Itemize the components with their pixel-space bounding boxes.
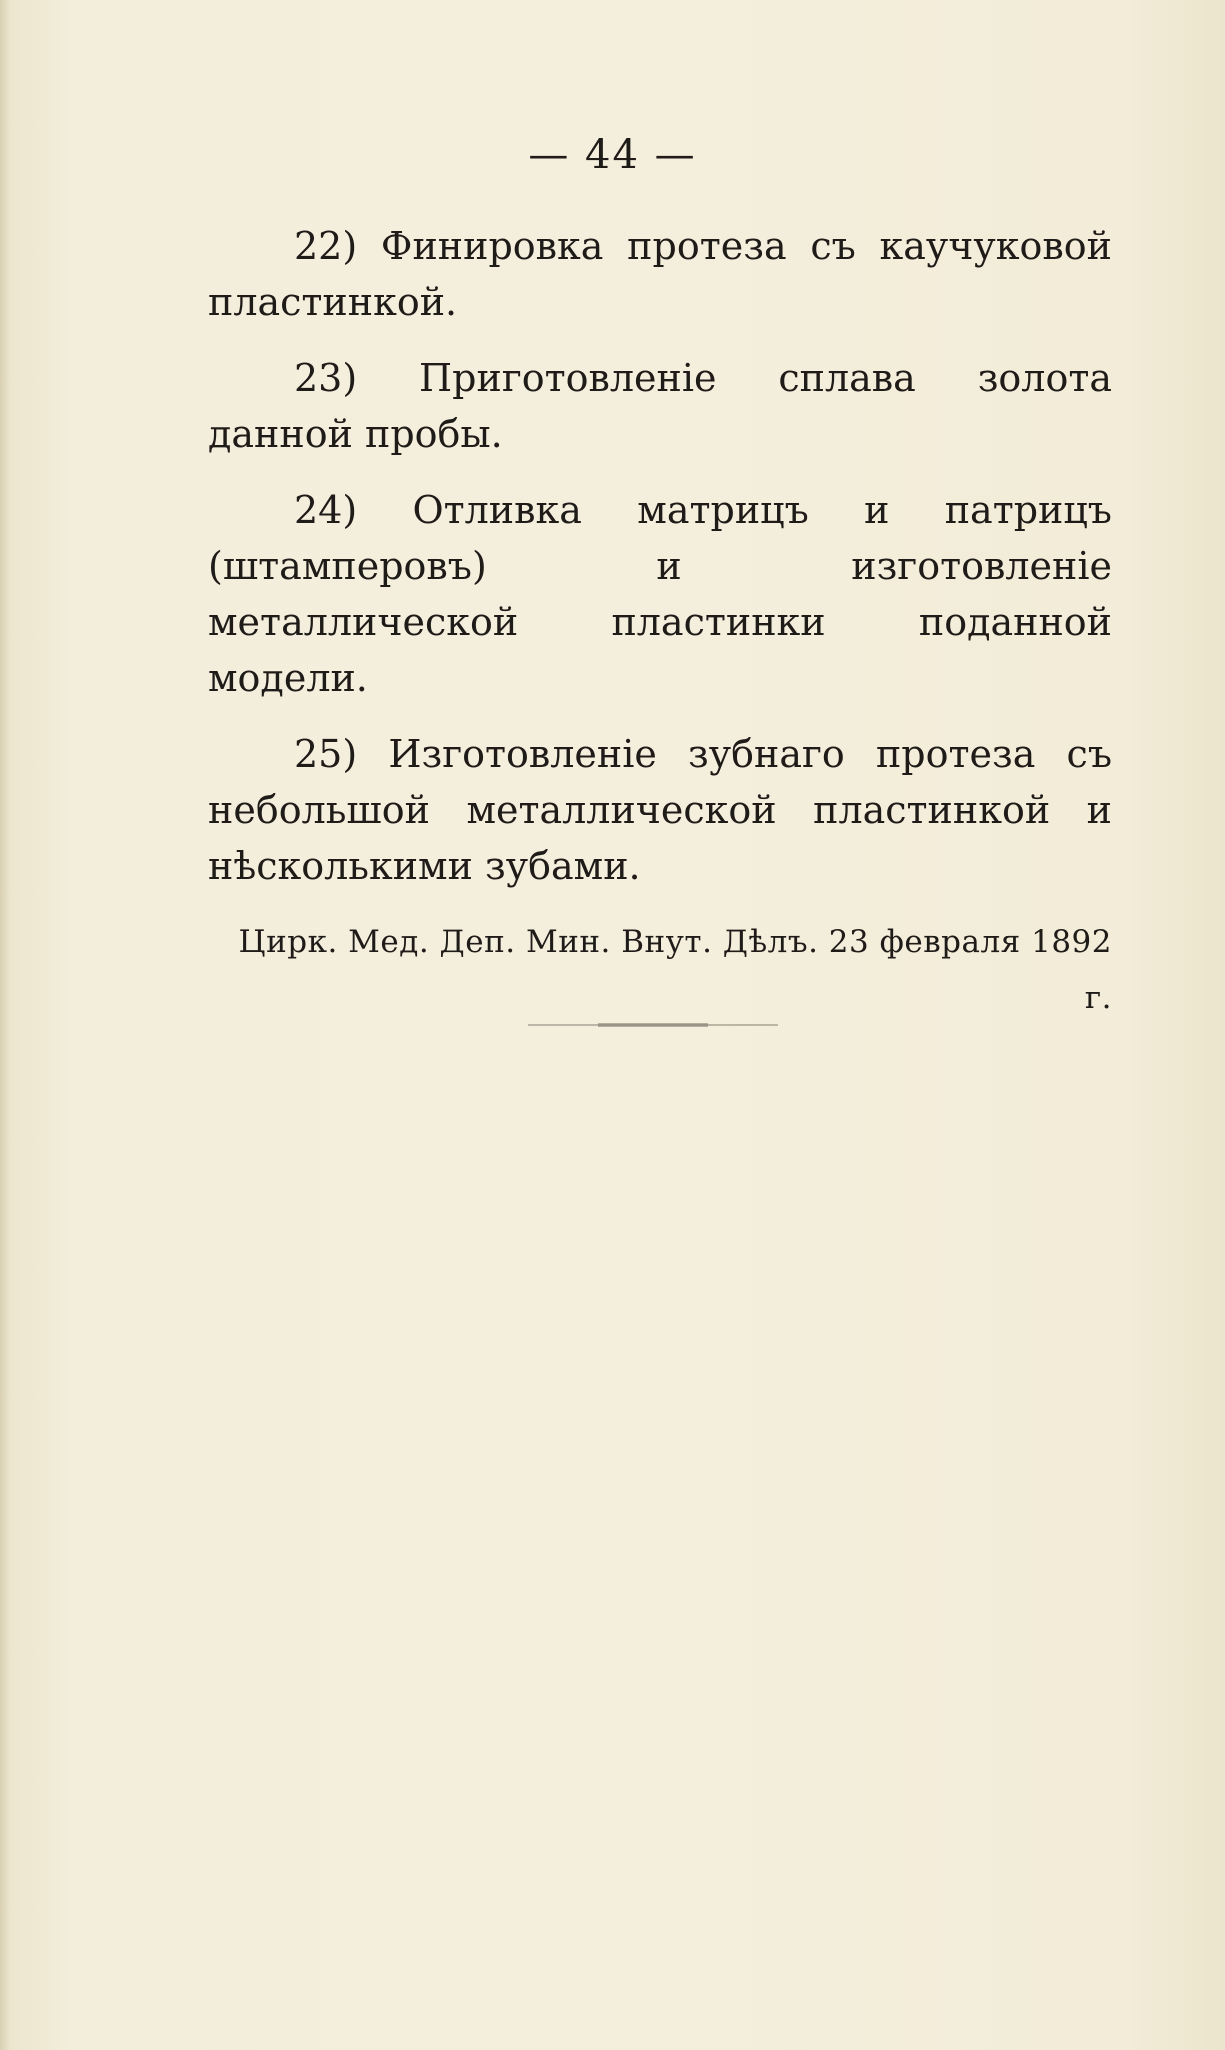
page-edge-shadow [0,0,10,2050]
ornamental-divider [528,1020,778,1030]
paragraph-22: 22) Финировка протеза съ каучуковой пластинкой. [208,224,1112,324]
divider-center [598,1023,708,1027]
paragraph-24: 24) Отливка матрицъ и патрицъ (штамперовъ) и изготовленіе металлической пластинки поданной модели. [208,488,1112,700]
paragraph-23: 23) Приготовленіе сплава золота данной пробы. [208,356,1112,456]
citation: Цирк. Мед. Деп. Мин. Внут. Дѣлъ. 23 февраля 1892 г. [238,924,1112,1016]
page-number: — 44 — [528,132,697,178]
paragraph-25: 25) Изготовленіе зубнаго протеза съ небольшой металлической пластинкой и нѣсколькими зубами. [208,732,1112,888]
text-block [208,218,1112,1026]
